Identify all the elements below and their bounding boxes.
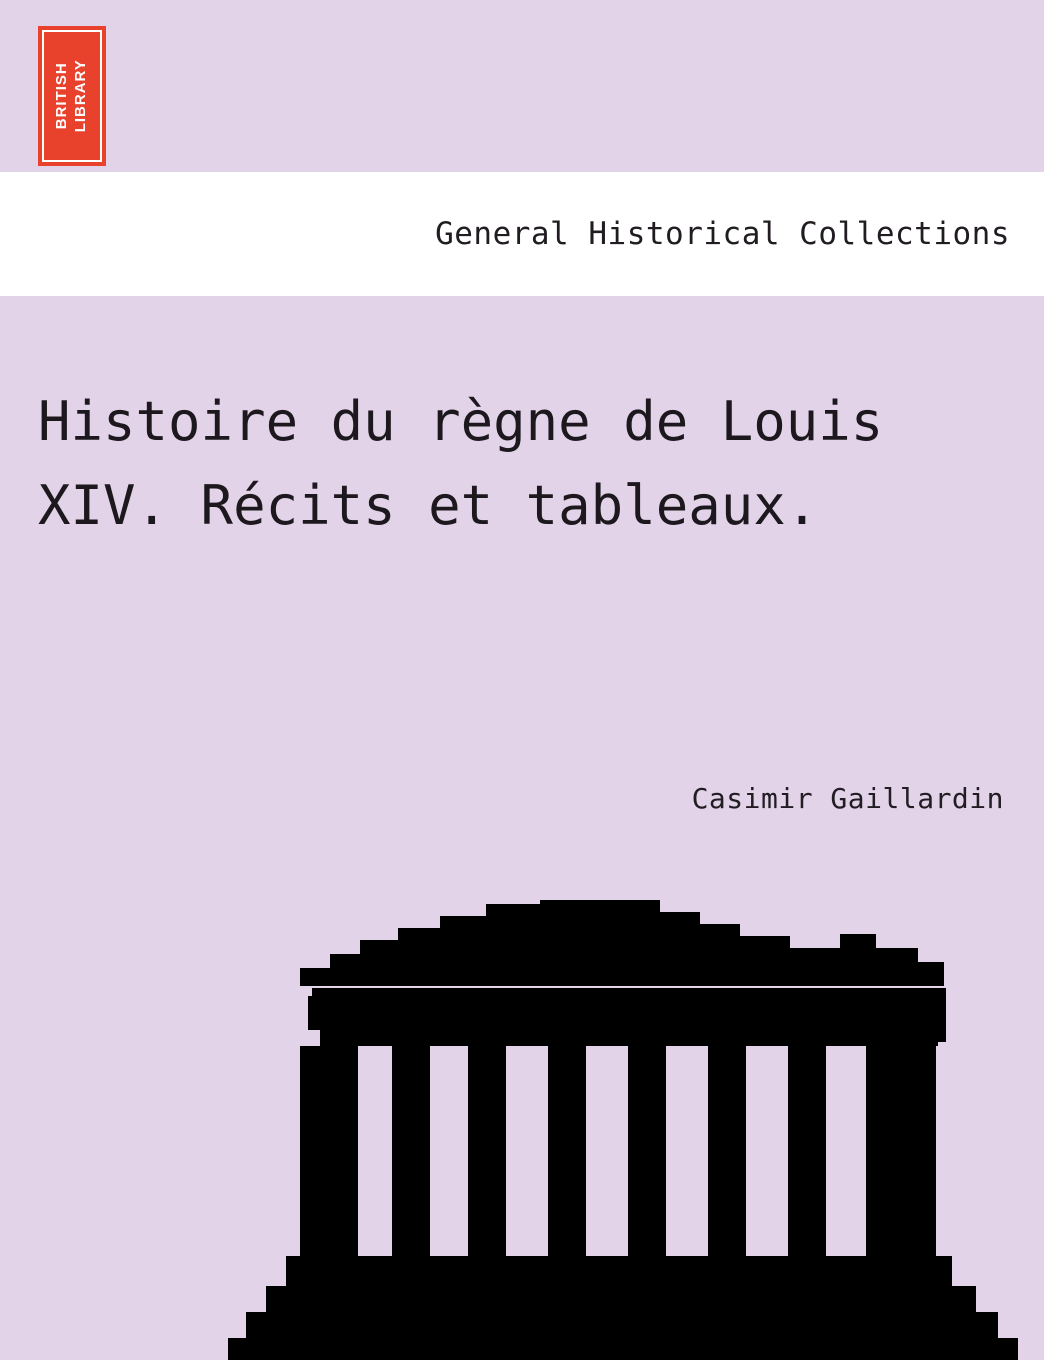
author-block bbox=[692, 782, 1004, 815]
greek-temple-illustration bbox=[0, 900, 1044, 1360]
title-block bbox=[38, 380, 918, 547]
logo-line-2: LIBRARY bbox=[72, 59, 90, 133]
logo-text bbox=[53, 59, 91, 132]
collection-band bbox=[0, 172, 1044, 296]
collection-title: General Historical Collections bbox=[435, 216, 1010, 252]
logo-line-1: BRITISH bbox=[53, 62, 71, 130]
british-library-logo bbox=[38, 26, 106, 166]
page-title: Histoire du règne de Louis XIV. Récits et tableaux. bbox=[38, 390, 884, 537]
logo-border bbox=[42, 30, 102, 162]
author-name: Casimir Gaillardin bbox=[691, 782, 1004, 815]
